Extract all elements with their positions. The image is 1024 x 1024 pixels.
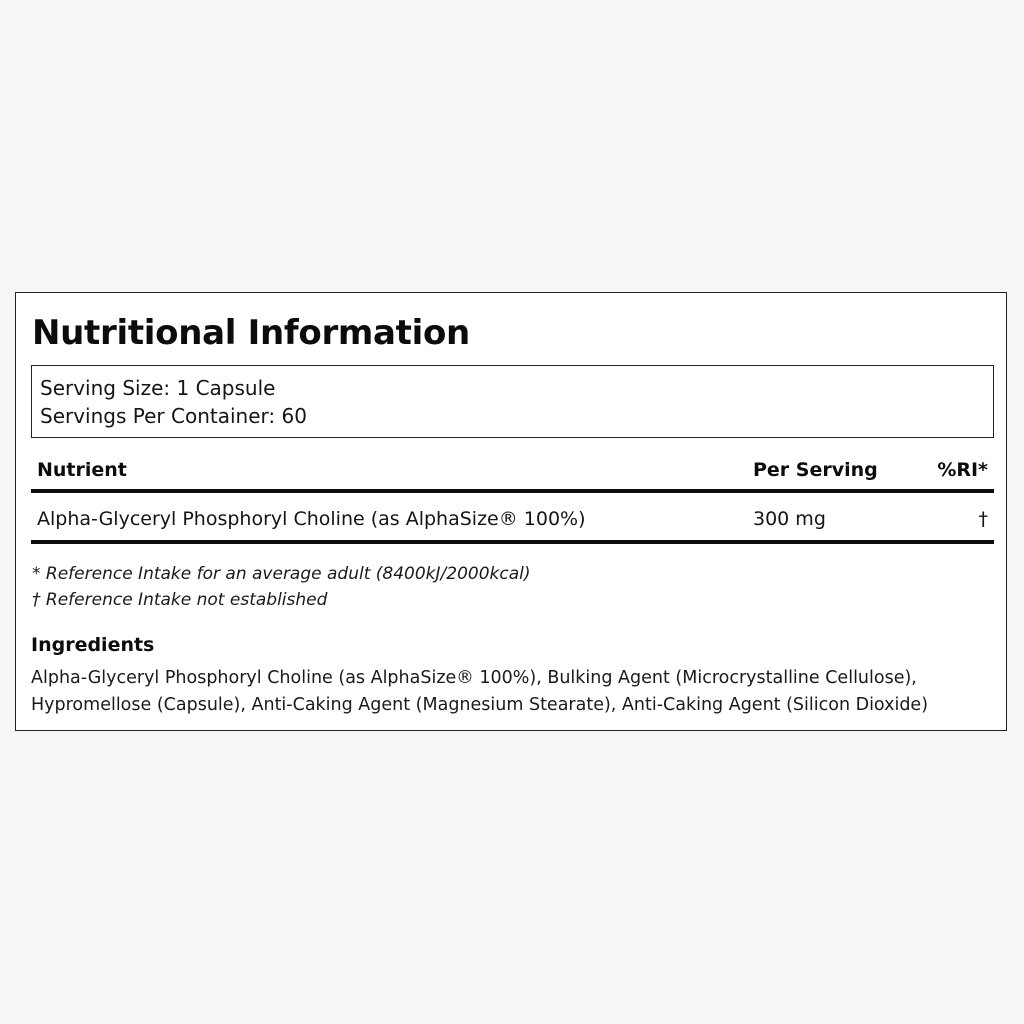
ingredients-heading: Ingredients	[31, 634, 155, 656]
header-ri: %RI*	[937, 459, 988, 481]
nutrition-panel	[15, 292, 1007, 731]
table-row	[31, 493, 994, 544]
serving-info-box	[31, 365, 994, 438]
panel-title: Nutritional Information	[32, 313, 470, 353]
header-nutrient: Nutrient	[37, 459, 127, 481]
serving-size: Serving Size: 1 Capsule	[40, 376, 276, 400]
nutrient-name: Alpha-Glyceryl Phosphoryl Choline (as AlphaSize® 100%)	[37, 508, 586, 530]
footnote-reference-intake: * Reference Intake for an average adult (8400kJ/2000kcal)	[32, 564, 531, 584]
servings-per-container: Servings Per Container: 60	[40, 404, 307, 428]
nutrient-ri: †	[978, 508, 988, 530]
header-per-serving: Per Serving	[753, 459, 878, 481]
ingredients-line: Hypromellose (Capsule), Anti-Caking Agent (Magnesium Stearate), Anti-Caking Agent (Silicon Dioxide)	[31, 695, 929, 715]
nutrient-table	[31, 451, 994, 544]
table-header-row	[31, 451, 994, 493]
ingredients-list	[31, 665, 928, 719]
nutrient-amount: 300 mg	[753, 508, 826, 530]
footnotes	[32, 561, 531, 613]
footnote-not-established: † Reference Intake not established	[32, 590, 328, 610]
ingredients-line: Alpha-Glyceryl Phosphoryl Choline (as AlphaSize® 100%), Bulking Agent (Microcrystalline Cellulose),	[31, 668, 917, 688]
